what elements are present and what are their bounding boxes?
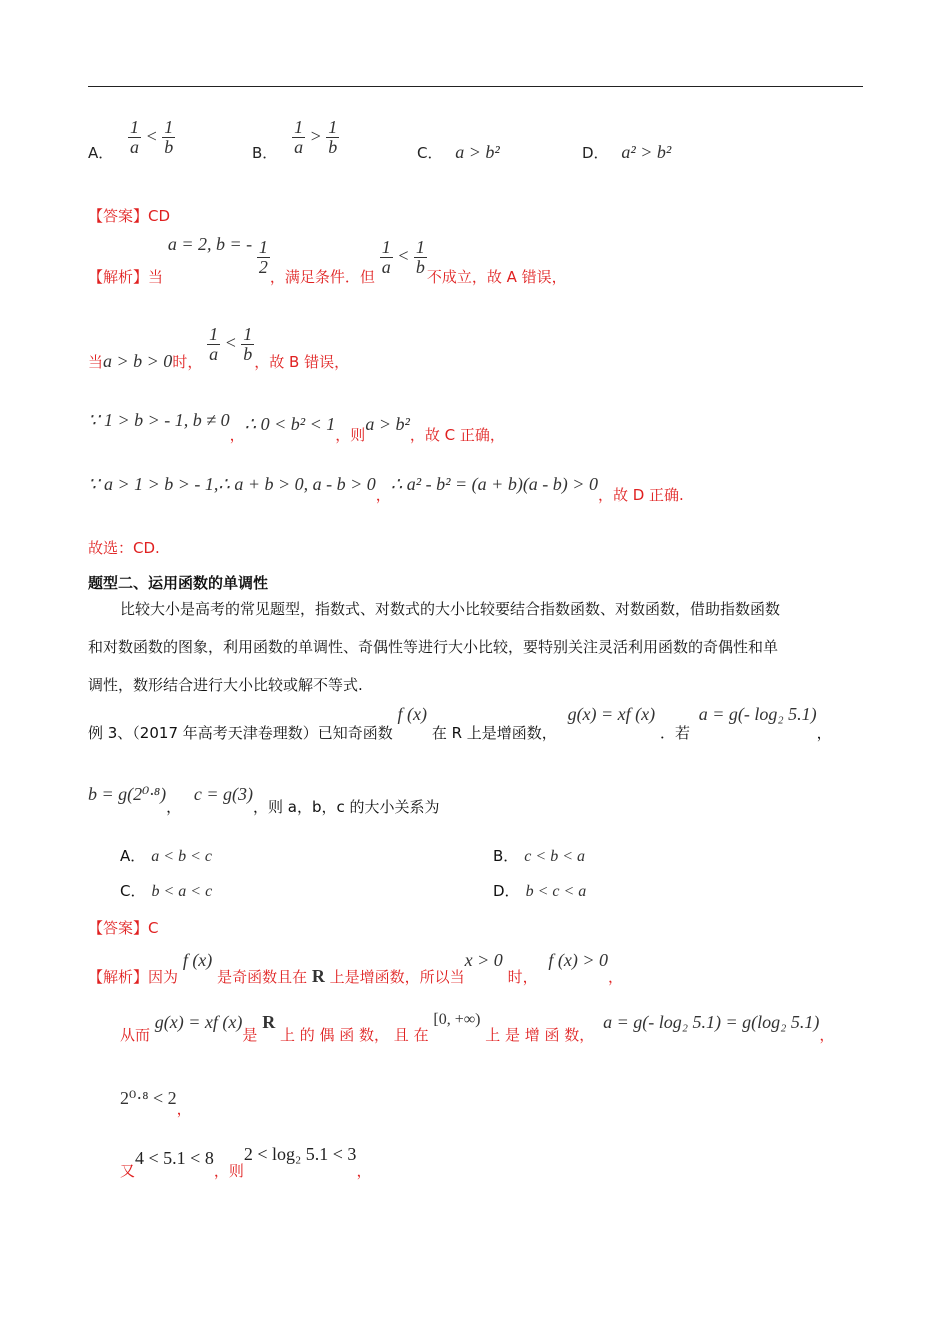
section-para-line-3: 调性，数形结合进行大小比较或解不等式.	[88, 676, 363, 694]
analysis-2-l4-t2: ，则	[213, 1162, 244, 1180]
analysis-1-line-2	[88, 324, 350, 371]
analysis-1-tag: 【解析】	[88, 268, 149, 286]
analysis-1-line-1	[88, 234, 567, 286]
option2-c-label: C．	[120, 882, 146, 900]
option2-c	[120, 880, 212, 901]
example-3-c-def: c = g(3)	[193, 784, 254, 804]
analysis-1-l2-cond: a > b > 0	[103, 351, 173, 371]
analysis-2-l2-t1: 从而	[120, 1026, 151, 1044]
analysis-2-line-3	[120, 1088, 192, 1118]
option-c	[417, 142, 500, 163]
option2-a	[120, 845, 212, 866]
analysis-2-l2-t5: ，	[819, 1026, 835, 1044]
analysis-2-l2-t2: 是	[242, 1026, 258, 1044]
analysis-2-l1-t5: ，	[608, 968, 624, 986]
option2-d-expr: b < c < a	[525, 883, 587, 900]
option-d-expr: a² > b²	[621, 142, 672, 162]
option-a-right-num: 1	[164, 117, 174, 137]
analysis-2-l2-t4: 上 是 增 函 数，	[485, 1026, 595, 1044]
example-3-t2: ．若	[659, 724, 690, 742]
option-b-label: B．	[252, 143, 278, 162]
example-3-line-1	[88, 704, 832, 742]
example-3-t3: ，	[816, 724, 832, 742]
option2-b-label: B．	[493, 847, 519, 865]
analysis-2-l3-expr: 2⁰·⁸ < 2	[120, 1088, 177, 1108]
analysis-2-l1-cond: x > 0	[464, 950, 503, 970]
section-heading: 题型二、运用函数的单调性	[88, 574, 269, 592]
analysis-2-l1-fx: f (x)	[182, 950, 213, 970]
option-d-label: D．	[582, 144, 609, 162]
analysis-2-line-2	[120, 1011, 835, 1044]
option-b-left-den: a	[294, 136, 304, 157]
option2-b	[493, 845, 585, 866]
analysis-1-l2-f-op: <	[224, 332, 237, 353]
analysis-1-l2-f-rden: b	[243, 343, 253, 364]
analysis-1-l2-mid: 时，	[172, 353, 203, 371]
analysis-2-l4-expr1: 4 < 5.1 < 8	[135, 1148, 214, 1168]
analysis-2-tag: 【解析】	[88, 968, 149, 986]
analysis-1-line-3	[88, 410, 505, 444]
analysis-2-line-4	[120, 1144, 372, 1180]
example-3-t1: 在 R 上是增函数，	[431, 724, 557, 742]
analysis-1-conclusion: 故选：CD.	[88, 539, 160, 557]
analysis-1-l4-expr2: ∴ a² - b² = (a + b)(a - b) > 0	[390, 474, 598, 494]
analysis-2-l3-t1: ，	[176, 1100, 192, 1118]
analysis-2-l1-t1: 因为	[148, 968, 179, 986]
analysis-2-l2-eq: a = g(- log₂ 5.1) = g(log₂ 5.1)	[603, 1012, 820, 1032]
answer-2-tag: 【答案】	[88, 919, 149, 937]
example-3-b-def: b = g(2⁰·⁸)	[88, 784, 167, 804]
analysis-2-l1-R: R	[311, 966, 325, 986]
example-3-prefix: 例 3、（2017 年高考天津卷理数）已知奇函数	[88, 724, 393, 742]
analysis-1-l4-sep1: ，	[375, 486, 391, 504]
analysis-1-l2-pre: 当	[88, 353, 104, 371]
example-3-t4: ，	[166, 798, 182, 816]
analysis-2-l1-t4: 时，	[507, 968, 538, 986]
option2-d-label: D．	[493, 882, 520, 900]
analysis-1-l1-cond: a = 2, b = -	[167, 234, 253, 254]
analysis-1-l1-f-rden: b	[415, 256, 425, 277]
example-3-fx: f (x)	[397, 704, 428, 724]
analysis-2-l2-gx: g(x) = xf (x)	[154, 1012, 243, 1032]
analysis-2-line-1	[88, 950, 624, 986]
answer-2	[88, 917, 159, 938]
analysis-1-l1-pre: 当	[148, 268, 164, 286]
option-b-op: >	[309, 125, 322, 146]
analysis-1-l1-f-rnum: 1	[415, 237, 425, 257]
option2-a-label: A．	[120, 847, 146, 865]
analysis-2-l4-expr2: 2 < log₂ 5.1 < 3	[243, 1144, 357, 1164]
analysis-1-l1-cond-num: 1	[258, 237, 268, 257]
option-a-label: A．	[88, 143, 114, 162]
analysis-2-l1-t2: 是奇函数且在	[217, 968, 308, 986]
option-b-left-num: 1	[294, 117, 304, 137]
analysis-1-l1-f-op: <	[397, 245, 410, 266]
analysis-1-line-4	[88, 474, 684, 504]
analysis-1-l3-sep1: ，	[229, 426, 245, 444]
option-d	[582, 142, 671, 163]
answer-1	[88, 205, 170, 226]
analysis-1-l1-mid: ，满足条件．但	[269, 268, 375, 286]
analysis-1-l2-f-rnum: 1	[243, 324, 253, 344]
section-para-line-2: 和对数函数的图象，利用函数的单调性、奇偶性等进行大小比较，要特别关注灵活利用函数的奇偶性和单	[88, 638, 779, 656]
analysis-2-l4-t3: ，	[356, 1162, 372, 1180]
analysis-1-l1-f-lden: a	[381, 256, 391, 277]
option-b	[252, 117, 339, 162]
example-3-gx: g(x) = xf (x)	[567, 704, 656, 724]
analysis-1-l1-f-lnum: 1	[381, 237, 391, 257]
answer-1-tag: 【答案】	[88, 207, 149, 225]
option2-a-expr: a < b < c	[151, 848, 212, 865]
header-rule	[88, 86, 863, 87]
option-c-expr: a > b²	[455, 142, 500, 162]
analysis-2-l2-interval: [0, +∞)	[433, 1011, 481, 1028]
option2-b-expr: c < b < a	[524, 848, 585, 865]
analysis-1-l2-f-lnum: 1	[209, 324, 219, 344]
option-a-left-num: 1	[130, 117, 140, 137]
analysis-1-l3-expr1: ∵ 1 > b > - 1, b ≠ 0	[88, 410, 230, 430]
analysis-1-l3-expr2: ∴ 0 < b² < 1	[244, 414, 336, 434]
analysis-1-l1-post: 不成立，故 A 错误，	[426, 268, 567, 286]
option-a	[88, 117, 175, 162]
option2-d	[493, 880, 586, 901]
analysis-1-l2-post: ，故 B 错误，	[254, 353, 350, 371]
option-b-right-den: b	[328, 136, 338, 157]
analysis-1-l3-expr3: a > b²	[365, 414, 410, 434]
analysis-2-l4-t1: 又	[120, 1162, 136, 1180]
option-a-left-den: a	[130, 136, 140, 157]
analysis-2-l2-R: R	[262, 1012, 276, 1032]
analysis-1-l4-post: ，故 D 正确.	[597, 486, 684, 504]
analysis-2-l1-res: f (x) > 0	[548, 950, 609, 970]
example-3-a-def: a = g(- log₂ 5.1)	[698, 704, 817, 724]
example-3-t5: ，则 a，b，c 的大小关系为	[253, 798, 440, 816]
analysis-1-l3-post: ，故 C 正确，	[409, 426, 505, 444]
option-b-right-num: 1	[328, 117, 338, 137]
analysis-1-l2-f-lden: a	[209, 343, 219, 364]
analysis-1-l1-cond-den: 2	[258, 256, 268, 277]
analysis-1-l3-sep2: ，则	[335, 426, 366, 444]
option-a-right-den: b	[164, 136, 174, 157]
option-c-label: C．	[417, 144, 443, 162]
answer-1-value: CD	[148, 207, 171, 225]
analysis-2-l2-t3: 上 的 偶 函 数， 且 在	[279, 1026, 429, 1044]
analysis-2-l1-t3: 上是增函数，所以当	[329, 968, 465, 986]
option2-c-expr: b < a < c	[151, 883, 213, 900]
analysis-1-l4-expr1: ∵ a > 1 > b > - 1,∴ a + b > 0, a - b > 0	[88, 474, 376, 494]
answer-2-value: C	[148, 919, 159, 937]
example-3-line-2	[88, 784, 440, 816]
option-a-op: <	[145, 125, 158, 146]
section-para-line-1: 比较大小是高考的常见题型，指数式、对数式的大小比较要结合指数函数、对数函数，借助指数函数	[120, 600, 781, 618]
